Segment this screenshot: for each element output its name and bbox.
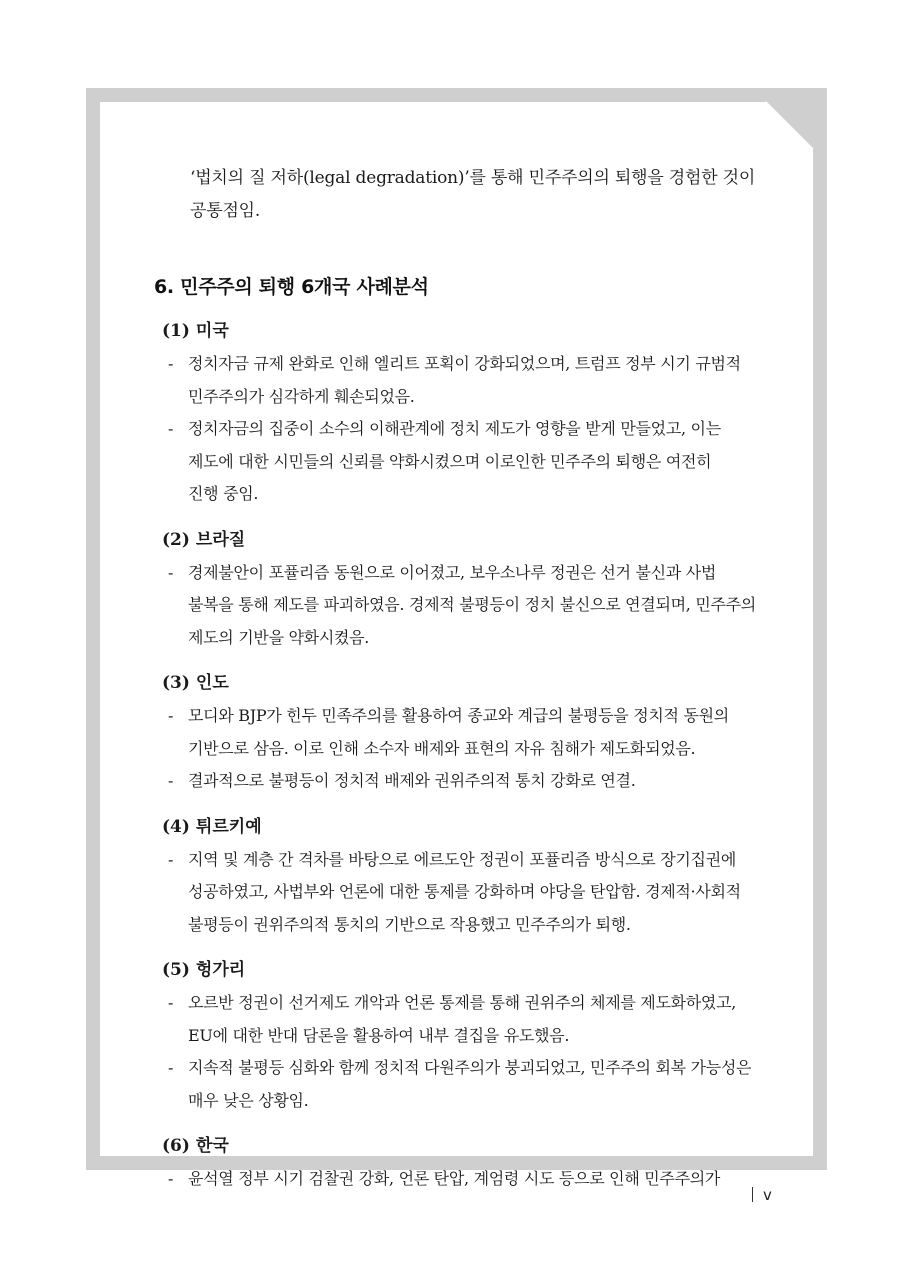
bullet-dash: - xyxy=(168,354,174,373)
bullet-dash: - xyxy=(168,993,174,1012)
case-number: (3) xyxy=(162,673,190,693)
case-country: 인도 xyxy=(195,673,229,693)
intro-line: 공통점임. xyxy=(190,201,261,221)
bullet-line: 제도의 기반을 약화시켰음. xyxy=(188,627,370,647)
case-heading xyxy=(162,1129,792,1163)
case-bullet xyxy=(162,557,792,655)
bullet-line: 민주주의가 심각하게 훼손되었음. xyxy=(188,386,415,406)
bullet-line: 성공하였고, 사법부와 언론에 대한 통제를 강화하며 야당을 탄압함. 경제적·사회적 xyxy=(188,882,741,901)
case-item xyxy=(162,953,792,1117)
bullet-line: EU에 대한 반대 담론을 활용하여 내부 결집을 유도했음. xyxy=(188,1025,570,1045)
case-heading xyxy=(162,523,792,557)
case-number: (5) xyxy=(162,960,190,980)
case-bullet xyxy=(162,1163,792,1196)
intro-paragraph xyxy=(190,162,790,228)
case-item xyxy=(162,314,792,511)
case-item xyxy=(162,666,792,798)
bullet-line: 지역 및 계층 간 격차를 바탕으로 에르도안 정권이 포퓰리즘 방식으로 장기집권에 xyxy=(188,849,737,869)
bullet-line: 매우 낮은 상황임. xyxy=(188,1090,309,1110)
case-bullet xyxy=(162,700,792,765)
bullet-line: 정치자금의 집중이 소수의 이해관계에 정치 제도가 영향을 받게 만들었고, 이는 xyxy=(188,419,721,438)
bullet-line: 기반으로 삼음. 이로 인해 소수자 배제와 표현의 자유 침해가 제도화되었음. xyxy=(188,738,696,758)
page-frame xyxy=(86,88,827,1188)
bullet-line: 불복을 통해 제도를 파괴하였음. 경제적 불평등이 정치 불신으로 연결되며, 민주주의 xyxy=(188,595,756,614)
bullet-line: 경제불안이 포퓰리즘 동원으로 이어졌고, 보우소나루 정권은 선거 불신과 사법 xyxy=(188,562,717,582)
case-heading xyxy=(162,666,792,700)
bullet-dash: - xyxy=(168,562,174,582)
bullet-line: 제도에 대한 시민들의 신뢰를 약화시켰으며 이로인한 민주주의 퇴행은 여전히 xyxy=(188,451,712,471)
bullet-dash: - xyxy=(168,419,174,438)
bullet-dash: - xyxy=(168,771,174,790)
bullet-dash: - xyxy=(168,1169,174,1188)
page-paper xyxy=(100,102,813,1188)
case-number: (1) xyxy=(162,321,190,341)
section-title: 6. 민주주의 퇴행 6개국 사례분석 xyxy=(154,276,429,298)
case-bullet xyxy=(162,348,792,413)
case-item xyxy=(162,1129,792,1196)
intro-line: ‘법치의 질 저하(legal degradation)’를 통해 민주주의의 퇴행을 경험한 것이 xyxy=(190,168,756,188)
case-list xyxy=(162,314,792,1208)
case-bullet xyxy=(162,1052,792,1117)
bullet-line: 지속적 불평등 심화와 함께 정치적 다원주의가 붕괴되었고, 민주주의 회복 가능성은 xyxy=(188,1058,752,1077)
folded-corner-icon xyxy=(766,101,814,149)
bullet-dash: - xyxy=(168,1058,174,1077)
bullet-line: 불평등이 권위주의적 통치의 기반으로 작용했고 민주주의가 퇴행. xyxy=(188,914,631,934)
case-bullet xyxy=(162,987,792,1052)
bullet-line: 정치자금 규제 완화로 인해 엘리트 포획이 강화되었으며, 트럼프 정부 시기 규범적 xyxy=(188,354,741,373)
bullet-line: 오르반 정권이 선거제도 개악과 언론 통제를 통해 권위주의 체제를 제도화하였고, xyxy=(188,993,737,1012)
case-bullet xyxy=(162,844,792,942)
case-heading xyxy=(162,314,792,348)
bullet-line: 결과적으로 불평등이 정치적 배제와 권위주의적 통치 강화로 연결. xyxy=(188,771,636,790)
case-number: (4) xyxy=(162,816,190,837)
case-heading xyxy=(162,953,792,987)
case-country: 헝가리 xyxy=(195,960,246,980)
case-bullet xyxy=(162,765,792,798)
case-item xyxy=(162,523,792,655)
case-number: (2) xyxy=(162,529,190,550)
case-country: 한국 xyxy=(195,1136,229,1156)
case-item xyxy=(162,810,792,942)
bullet-dash: - xyxy=(168,706,174,725)
bullet-dash: - xyxy=(168,849,174,869)
case-country: 미국 xyxy=(195,321,229,341)
page-footer xyxy=(752,1186,772,1204)
case-bullet xyxy=(162,413,792,511)
bullet-line: 모디와 BJP가 힌두 민족주의를 활용하여 종교와 계급의 불평등을 정치적 동원의 xyxy=(188,706,729,725)
footer-divider xyxy=(752,1187,753,1202)
case-country: 튀르키예 xyxy=(195,816,262,837)
case-number: (6) xyxy=(162,1136,190,1156)
bullet-line: 윤석열 정부 시기 검찰권 강화, 언론 탄압, 계엄령 시도 등으로 인해 민주주의가 xyxy=(188,1169,721,1188)
bullet-line: 진행 중임. xyxy=(188,484,259,503)
page-number: v xyxy=(763,1186,772,1204)
case-country: 브라질 xyxy=(195,529,246,550)
case-heading xyxy=(162,810,792,844)
